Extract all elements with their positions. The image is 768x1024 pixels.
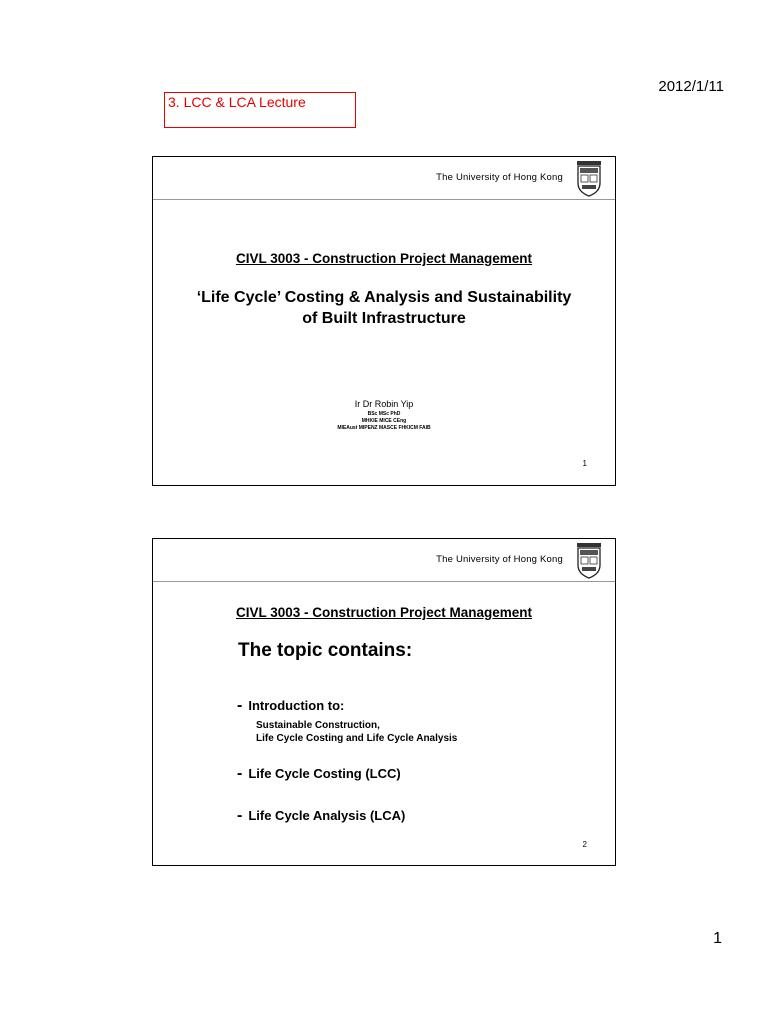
bullet-lca — [237, 807, 405, 825]
slide-number: 2 — [582, 840, 587, 849]
author-block — [153, 399, 615, 432]
bullet-text: Life Cycle Analysis (LCA) — [248, 808, 406, 823]
author-credentials-3: MIEAust MIPENZ MASCE FHKICM FAIB — [337, 425, 431, 431]
bullet-dash: - — [237, 697, 243, 714]
university-crest-icon — [575, 159, 603, 197]
sub-item-2: Life Cycle Costing and Life Cycle Analysis — [256, 733, 458, 744]
bullet-dash: - — [237, 765, 243, 782]
bullet-lcc — [237, 765, 401, 783]
bullet-introduction — [237, 697, 344, 715]
course-title: CIVL 3003 - Construction Project Management — [235, 605, 533, 620]
bullet-text: Life Cycle Costing (LCC) — [248, 766, 401, 781]
lecture-title-line-1: ‘Life Cycle’ Costing & Analysis and Sustainability — [196, 289, 572, 306]
author-credentials-2: MHKIE MICE CEng — [361, 418, 407, 424]
slide-header — [153, 157, 615, 200]
slide-header — [153, 539, 615, 582]
author-name: Ir Dr Robin Yip — [354, 399, 414, 409]
university-name: The University of Hong Kong — [436, 554, 563, 565]
slide-2 — [152, 538, 616, 866]
bullet-text: Introduction to: — [248, 698, 345, 713]
lecture-label-box: 3. LCC & LCA Lecture — [164, 92, 356, 128]
page-date: 2012/1/11 — [658, 78, 724, 95]
page-number: 1 — [713, 930, 722, 947]
university-crest-icon — [575, 541, 603, 579]
author-credentials-1: BSc MSc PhD — [367, 411, 401, 417]
lecture-title-line-2: of Built Infrastructure — [302, 310, 466, 327]
sub-item-1: Sustainable Construction, — [256, 720, 380, 731]
course-title: CIVL 3003 - Construction Project Management — [235, 251, 533, 266]
topic-heading: The topic contains: — [238, 640, 413, 661]
bullet-dash: - — [237, 807, 243, 824]
slide-1 — [152, 156, 616, 486]
slide-number: 1 — [582, 459, 587, 468]
university-name: The University of Hong Kong — [436, 172, 563, 183]
